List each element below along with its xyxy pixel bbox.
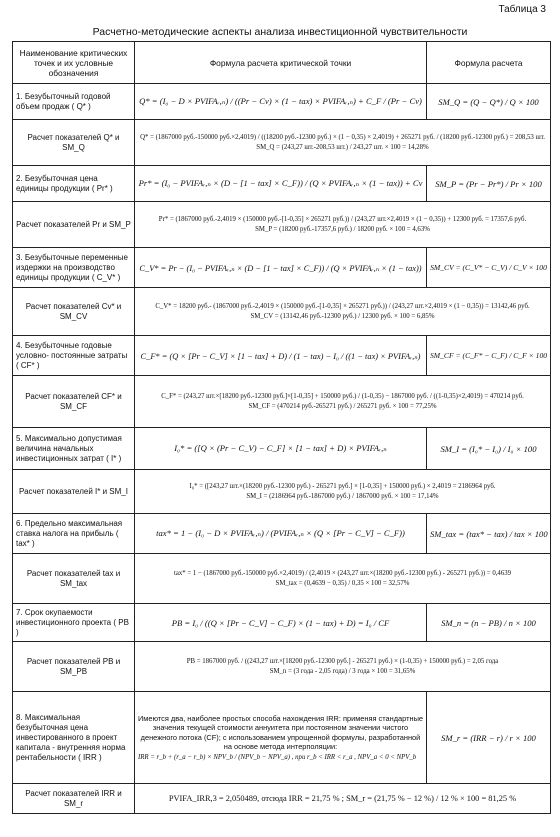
- row-label: 2. Безубыточная цена единицы продукции ( Pr* ): [13, 166, 135, 202]
- formula-row-q: [13, 84, 551, 120]
- row-label: 3. Безубыточные переменные издержки на производство единицы продукции ( C_V* ): [13, 248, 135, 288]
- formula-row-tax: [13, 514, 551, 554]
- calc-row-cf: [13, 376, 551, 428]
- formula-row-pb: [13, 604, 551, 642]
- calc-label: Расчет показателей Q* и SM_Q: [13, 120, 135, 166]
- sm-formula: SM_tax = (tax* − tax) / tax × 100: [427, 514, 551, 554]
- row-label: 8. Максимальная безубыточная цена инвестированного в проект капитала - внутренняя норма рентабельности ( IRR ): [13, 692, 135, 784]
- formula-row-cf: [13, 336, 551, 376]
- calc-row-tax: [13, 554, 551, 604]
- formula-row-irr: [13, 692, 551, 784]
- calc-row-cv: [13, 288, 551, 336]
- calc-line: Q* = (1867000 руб.-150000 руб.×2,4019) / ((18200 руб.-12300 руб.) × (1 − 0,35) × 2,4019) + 265271 руб. / (18200 руб.-12300 руб.) = 208,53 шт.: [140, 133, 545, 141]
- calc-line: tax* = 1 − (1867000 руб.-150000 руб.×2,4019) / (2,4019 × (243,27 шт.×(18200 руб.-12300 руб.) - 265271 руб.)) = 0,4639: [173, 569, 512, 577]
- calc-line: SM_Q = (243,27 шт.-208,53 шт.) / 243,27 шт. × 100 = 14,28%: [256, 143, 429, 151]
- sm-formula: SM_n = (n − PB) / n × 100: [427, 604, 551, 642]
- critical-formula: I₀* = ([Q × (Pr − C_V) − C_F] × [1 − tax] + D) × PVIFAᵣ,ₙ: [135, 428, 427, 470]
- calc-line: SM_CF = (470214 руб.-265271 руб.) / 265271 руб. × 100 = 77,25%: [248, 402, 437, 410]
- calc-line: SM_I = (2186964 руб.-1867000 руб.) / 1867000 руб. × 100 = 17,14%: [246, 492, 439, 500]
- irr-description: Имеются два, наиболее простых способа нахождения IRR: применяя стандартные значения текущей стоимости аннуитета при постоянном значении чистого денежного потока (CF); с использованием упрощенной формулы, разработанной на основе метода интерполяции:: [138, 713, 424, 751]
- sm-formula: SM_CF = (C_F* − C_F) / C_F × 100: [427, 336, 551, 376]
- formula-row-i: [13, 428, 551, 470]
- calc-line: C_F* = (243,27 шт.×[18200 руб.-12300 руб.]×[1-0,35] + 150000 руб.) / (1-0,35) − 1867000 руб. / ((1-0,35)×2,4019) = 470214 руб.: [161, 392, 524, 400]
- calc-line: Pr* = (1867000 руб.-2,4019 × (150000 руб.-[1-0,35] × 265271 руб.)) / (243,27 шт.×2,4019 × (1 − 0,35)) + 12300 руб. = 17357,6 руб.: [158, 215, 527, 223]
- calc-label: Расчет показателей CF* и SM_CF: [13, 376, 135, 428]
- critical-formula: PB = I₀ / ((Q × [Pr − C_V] − C_F) × (1 − tax) + D) = I₀ / CF: [135, 604, 427, 642]
- calc-line: C_V* = 18200 руб.- (1867000 руб.-2,4019 × (150000 руб.-[1-0,35] × 265271 руб.)) / (243,27 шт.×2,4019 × (1 − 0,35)) = 13142,46 руб.: [155, 302, 530, 310]
- header-col-sm-formula: Формула расчета: [427, 42, 551, 84]
- calc-label: Расчет показателей Pr и SM_P: [13, 202, 135, 248]
- calc-row-irr: [13, 784, 551, 814]
- sm-formula: SM_P = (Pr − Pr*) / Pr × 100: [427, 166, 551, 202]
- calc-row-i: [13, 470, 551, 514]
- critical-formula: Pr* = (I₀ − PVIFAᵣ,ₙ × (D − [1 − tax] × C_F)) / (Q × PVIFAᵣ,ₙ × (1 − tax)) + Cv: [135, 166, 427, 202]
- calc-label: Расчет показателей PB и SM_PB: [13, 642, 135, 692]
- critical-formula: C_V* = Pr − (I₀ − PVIFAᵣ,ₙ × (D − [1 − tax] × C_F)) / (Q × PVIFAᵣ,ₙ × (1 − tax)): [135, 248, 427, 288]
- irr-formula: IRR = r_b + (r_a − r_b) × NPV_b / (NPV_b − NPV_a) , при r_b < IRR < r_a , NPV_a < 0 < NPV_b: [138, 754, 417, 762]
- row-label: 5. Максимально допустимая величина начальных инвестиционных затрат ( I* ): [13, 428, 135, 470]
- sensitivity-table: [12, 41, 551, 814]
- row-label: 6. Предельно максимальная ставка налога на прибыль ( tax* ): [13, 514, 135, 554]
- sm-formula: SM_Q = (Q − Q*) / Q × 100: [427, 84, 551, 120]
- row-label: 1. Безубыточный годовой объем продаж ( Q* ): [13, 84, 135, 120]
- table-title: Расчетно-методические аспекты анализа инвестиционной чувствительности: [92, 26, 468, 38]
- calc-row-pb: [13, 642, 551, 692]
- calc-line: PVIFA_IRR,3 = 2,050489, отсюда IRR = 21,75 % ; SM_r = (21,75 % − 12 %) / 12 % × 100 = 81,25 %: [135, 784, 551, 814]
- calc-label: Расчет показателей I* и SM_I: [13, 470, 135, 514]
- calc-cell: [135, 470, 551, 514]
- calc-line: SM_P = (18200 руб.-17357,6 руб.) / 18200 руб. × 100 = 4,63%: [255, 225, 430, 233]
- row-label: 7. Срок окупаемости инвестиционного проекта ( PB ): [13, 604, 135, 642]
- critical-formula: C_F* = (Q × [Pr − C_V] × [1 − tax] + D) / (1 − tax) − I₀ / ((1 − tax) × PVIFAᵣ,ₙ): [135, 336, 427, 376]
- calc-row-q: [13, 120, 551, 166]
- sm-formula: SM_r = (IRR − r) / r × 100: [427, 692, 551, 784]
- calc-line: I₀* = ([243,27 шт.×(18200 руб.-12300 руб.) - 265271 руб.] × [1-0,35] + 150000 руб.) × 2,4019 = 2186964 руб.: [189, 482, 496, 490]
- critical-formula: tax* = 1 − (I₀ − D × PVIFAᵣ,ₙ) / (PVIFAᵣ,ₙ × (Q × [Pr − C_V] − C_F)): [135, 514, 427, 554]
- table-number: Таблица 3: [498, 4, 546, 15]
- calc-line: PB = 1867000 руб. / ((243,27 шт.×[18200 руб.-12300 руб.] - 265271 руб.) × (1-0,35) + 150000 руб.) = 2,05 года: [186, 657, 499, 665]
- sm-formula: SM_I = (I₀* − I₀) / I₀ × 100: [427, 428, 551, 470]
- calc-line: SM_tax = (0,4639 − 0,35) / 0,35 × 100 = 32,57%: [275, 579, 410, 587]
- header-row: [13, 42, 551, 84]
- header-col-critical-formula: Формула расчета критической точки: [135, 42, 427, 84]
- critical-formula-cell: [135, 692, 427, 784]
- header-col-names: Наименование критических точек и их условные обозначения: [13, 42, 135, 84]
- calc-cell: [135, 642, 551, 692]
- calc-cell: [135, 120, 551, 166]
- formula-row-cv: [13, 248, 551, 288]
- calc-cell: [135, 202, 551, 248]
- calc-cell: [135, 376, 551, 428]
- calc-label: Расчет показателей IRR и SM_r: [13, 784, 135, 814]
- calc-cell: [135, 554, 551, 604]
- sm-formula: SM_CV = (C_V* − C_V) / C_V × 100: [427, 248, 551, 288]
- calc-line: SM_CV = (13142,46 руб.-12300 руб.) / 12300 руб. × 100 = 6,85%: [250, 312, 435, 320]
- formula-row-pr: [13, 166, 551, 202]
- row-label: 4. Безубыточные годовые условно- постоянные затраты ( CF* ): [13, 336, 135, 376]
- calc-cell: [135, 288, 551, 336]
- calc-label: Расчет показателей Cv* и SM_CV: [13, 288, 135, 336]
- calc-label: Расчет показателей tax и SM_tax: [13, 554, 135, 604]
- calc-line: SM_n = (3 года - 2,05 года) / 3 года × 100 = 31,65%: [269, 667, 416, 675]
- calc-row-pr: [13, 202, 551, 248]
- critical-formula: Q* = (I₀ − D × PVIFAᵣ,ₙ) / ((Pr − Cv) × (1 − tax) × PVIFAᵣ,ₙ) + C_F / (Pr − Cv): [135, 84, 427, 120]
